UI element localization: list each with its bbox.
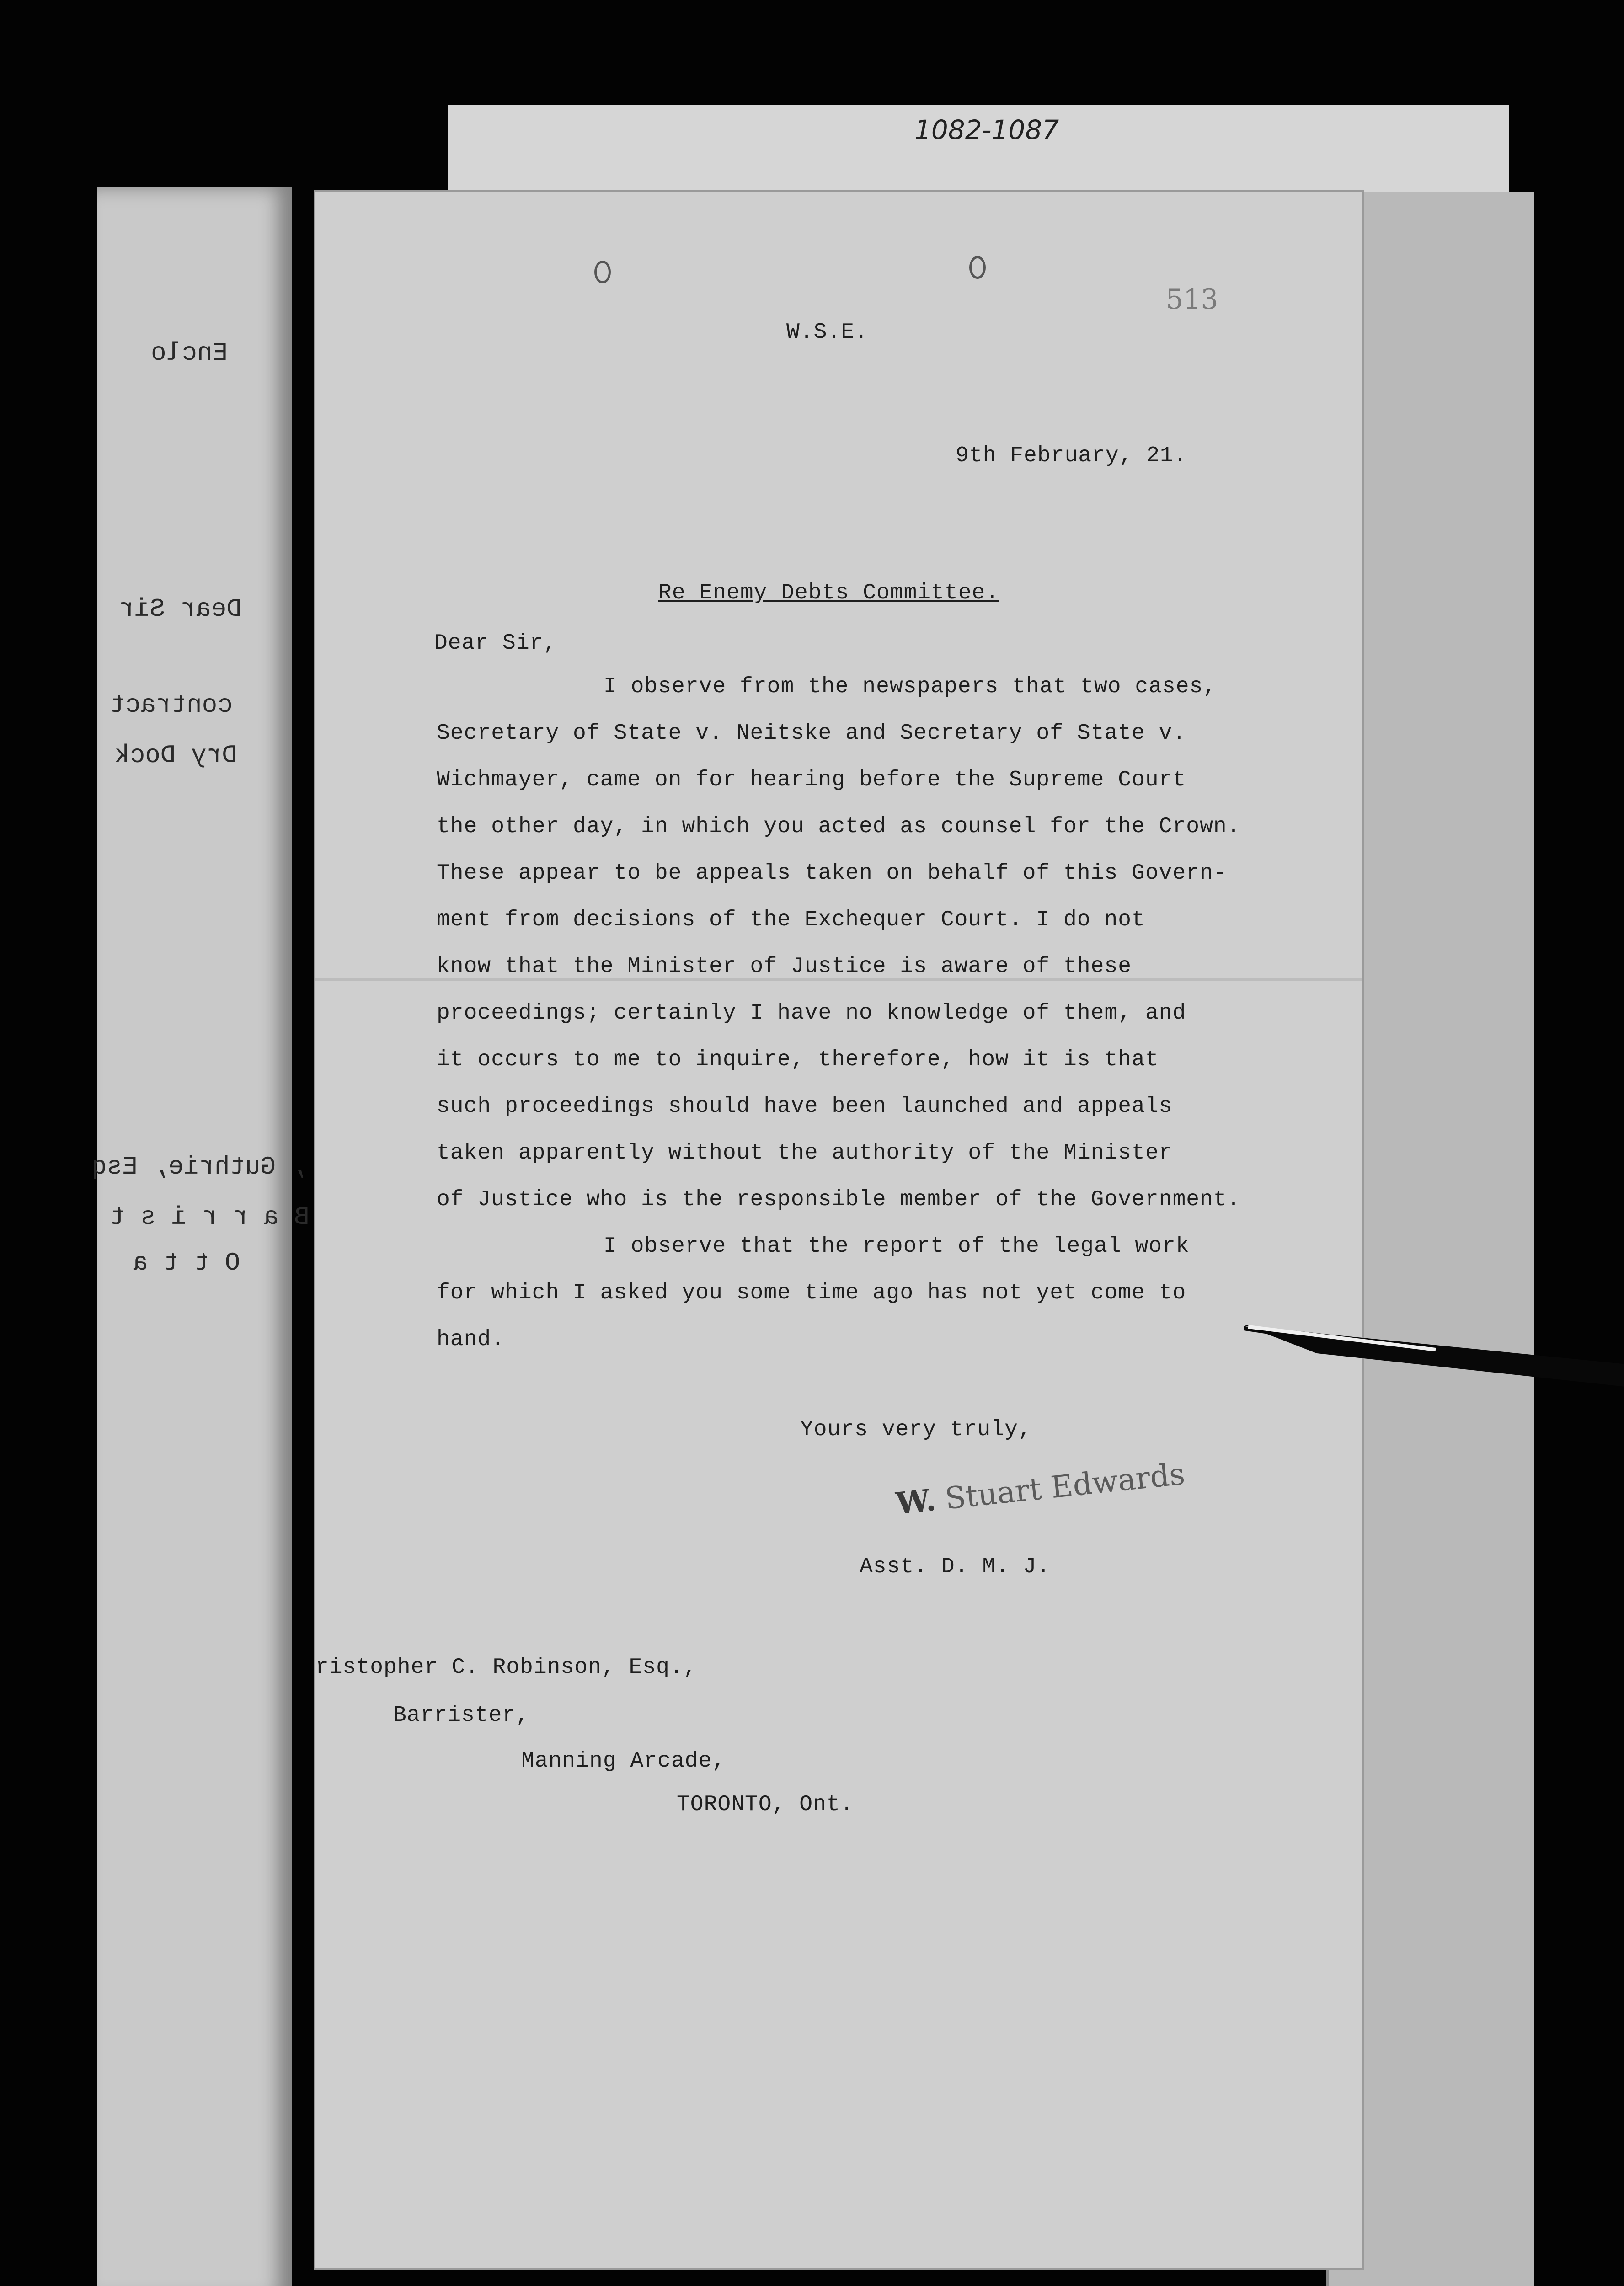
letter-page xyxy=(315,192,1362,2268)
body-line: ment from decisions of the Exchequer Court. I do not xyxy=(437,908,1145,932)
body-line: taken apparently without the authority of the Minister xyxy=(437,1141,1173,1165)
left-fragment-0: Enclo xyxy=(151,338,228,368)
body-line: of Justice who is the responsible member of the Government. xyxy=(437,1187,1241,1212)
left-fragment-4: , Guthrie, Esq xyxy=(91,1152,307,1181)
letter-date: 9th February, 21. xyxy=(956,443,1187,468)
body-line: such proceedings should have been launched and appeals xyxy=(437,1094,1173,1119)
address-line: ristopher C. Robinson, Esq., xyxy=(315,1655,697,1680)
body-line: I observe from the newspapers that two cases, xyxy=(604,674,1217,699)
body-line: know that the Minister of Justice is aware of these xyxy=(437,954,1132,979)
address-line: TORONTO, Ont. xyxy=(677,1792,854,1817)
body-line: it occurs to me to inquire, therefore, how it is that xyxy=(437,1047,1159,1072)
letter-closing: Yours very truly, xyxy=(800,1417,1032,1442)
body-line: hand. xyxy=(437,1327,505,1352)
body-line: These appear to be appeals taken on behalf of this Govern- xyxy=(437,861,1227,886)
left-fragment-6: O t t a xyxy=(133,1248,240,1277)
letter-initials: W.S.E. xyxy=(786,320,868,345)
body-line: the other day, in which you acted as counsel for the Crown. xyxy=(437,814,1241,839)
left-fragment-3: Dry Dock xyxy=(114,741,237,770)
signature-stamp-initial: W. xyxy=(894,1482,938,1522)
left-fragment-2: contract xyxy=(110,690,233,720)
page-range-annotation: 1082-1087 xyxy=(914,114,1059,145)
body-line: proceedings; certainly I have no knowledge of them, and xyxy=(437,1001,1186,1025)
body-line: Wichmayer, came on for hearing before the Supreme Court xyxy=(437,768,1186,792)
page-number-stamp: 513 xyxy=(1166,283,1218,315)
signer-title: Asst. D. M. J. xyxy=(860,1554,1051,1579)
address-line: Barrister, xyxy=(393,1703,530,1728)
left-fragment-1: Dear Sir xyxy=(119,594,242,624)
body-line: Secretary of State v. Neitske and Secretary of State v. xyxy=(437,721,1186,746)
punch-hole xyxy=(594,261,611,283)
letter-salutation: Dear Sir, xyxy=(434,631,557,656)
punch-hole xyxy=(969,256,986,279)
letter-subject: Re Enemy Debts Committee. xyxy=(658,581,999,605)
left-fragment-5: B a r r i s t xyxy=(110,1202,310,1232)
pen-icon xyxy=(1244,1312,1624,1390)
address-line: Manning Arcade, xyxy=(521,1749,726,1773)
body-line: I observe that the report of the legal work xyxy=(604,1234,1190,1259)
body-line: for which I asked you some time ago has not yet come to xyxy=(437,1281,1186,1305)
left-page xyxy=(97,187,292,2286)
signature-stamp-name: Stuart Edwards xyxy=(943,1456,1187,1517)
